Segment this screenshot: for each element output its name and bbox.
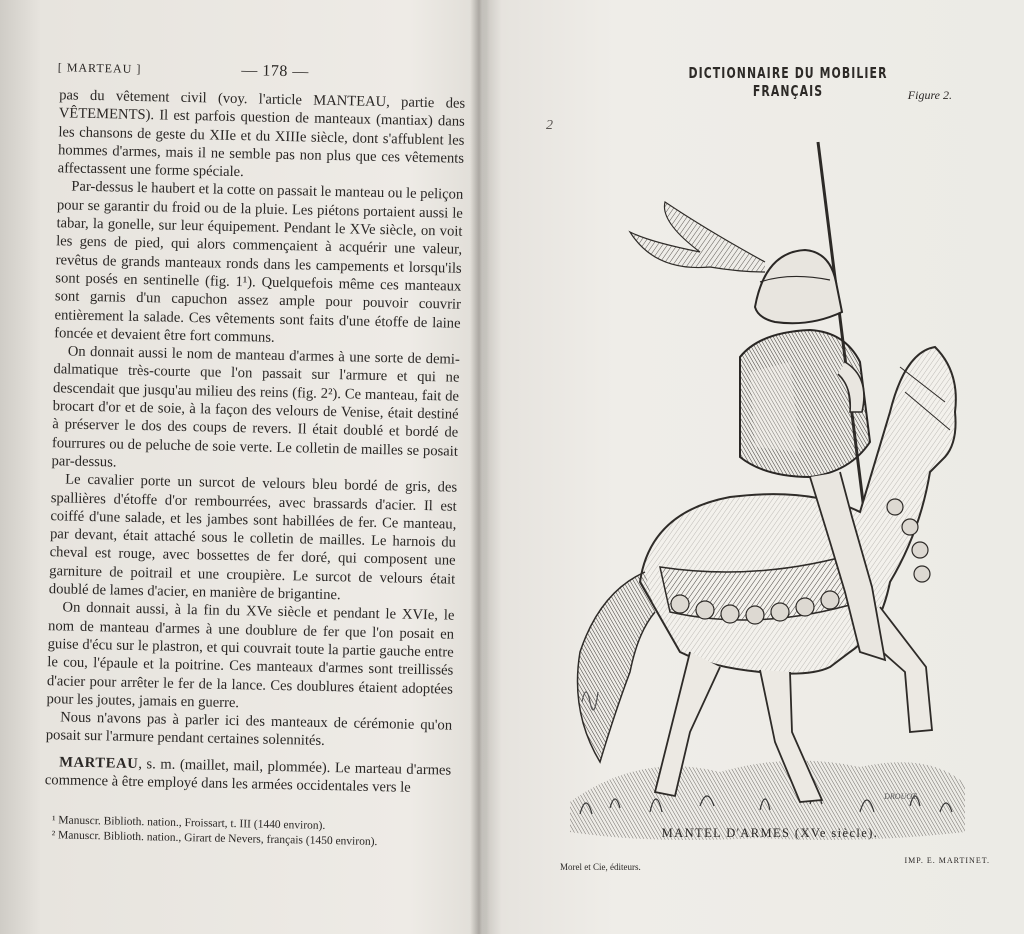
publisher-imprint: Morel et Cie, éditeurs. [560,862,641,872]
book-gutter [470,0,490,934]
running-head [58,58,466,89]
plate-caption: MANTEL D'ARMES (XVe siècle). [661,826,879,840]
paragraph: Nous n'avons pas à parler ici des manteaux de cérémonie qu'on posait sur l'armure pendant certaines solennités. [45,709,453,750]
figure-label: Figure 2. [907,88,952,102]
footnote: ² Manuscr. Biblioth. nation., Girart de Nevers, français (1450 environ). [51,829,378,849]
pencil-number: 2 [546,118,553,133]
paragraph: pas du vêtement civil (voy. l'article MANTEAU, partie des VÊTEMENTS). Il est parfois question de manteaux (mantiax) dans les chansons de geste du XIIe et du XIIIe siècle, dont s'affublent les hommes d'armes, mais il ne semble pas non plus que ces vêtements affectassent une forme spéciale. [57,87,466,181]
engraver-signature: DROUOT. [884,792,918,801]
printer-imprint: IMP. E. MARTINET. [904,856,990,865]
knight-on-horse-engraving [560,112,980,852]
footnote: ¹ Manuscr. Biblioth. nation., Froissart, t. III (1440 environ). [51,814,326,833]
footnotes [44,813,451,851]
right-page [546,56,990,896]
dictionary-entry [45,753,452,798]
entry-text: , s. m. (maillet, mail, plommée). Le marteau d'armes commence à être employé dans les armées occidentales vers le [44,755,452,796]
section-title: [ MARTEAU ] [57,60,142,76]
paragraph: On donnait aussi le nom de manteau d'armes à une sorte de demi-dalmatique très-courte que l'on passait sur l'armure et qui ne descendait que jusqu'au milieu des reins (fig. 2²). Ce manteau, fait de brocart d'or et de soie, à la façon des velours de Venise, était destiné à préserver le dos des coups de revers. Il était doublé et bordé de fourrures ou de peluche de soie verte. Le colletin de mailles se posait par-dessus. [51,343,460,471]
body-text [45,86,466,798]
page-number: — 178 — [241,62,310,81]
paragraph: On donnait aussi, à la fin du XVe siècle et pendant le XVIe, le nom de manteau d'armes à une doublure de fer que l'on posait en guise d'écu sur le plastron, et qui couvrait toute la partie gauche entre le cou, l'épaule et la poitrine. Ces manteaux d'armes sont treillissés d'acier pour arrêter le fer de la lance. Ces doublures étaient adoptées pour les joutes, jamais en guerre. [46,599,455,711]
plate-title: DICTIONNAIRE DU MOBILIER FRANÇAIS [688,64,888,100]
entry-headword: MARTEAU [59,754,139,772]
paragraph: Le cavalier porte un surcot de velours bleu bordé de gris, des spallières d'étoffe d'or rembourrées, avec brassards d'acier. Il est coiffé d'une salade, et les jambes sont habillées de fer. Ce manteau, par devant, était attaché sous le colletin de mailles. Le harnois du cheval est rouge, avec bossettes de fer doré, qui composent une garniture de poitrail et une croupière. Le surcot de velours était doublé de lames d'acier, en manière de brigantine. [48,471,458,604]
left-page [31,58,466,867]
paragraph: Par-dessus le haubert et la cotte on passait le manteau ou le peliçon pour se garantir du froid ou de la pluie. Les piétons portaient aussi le tabar, la gonelle, sur leur équipement. Pendant le XVe siècle, on voit les gens de pied, qui alors commençaient à acquérir une valeur, revêtus de grands manteaux ronds dans les campements et lorsqu'ils sont posés en sentinelle (fig. 1¹). Quelquefois même ces manteaux sont garnis d'un capuchon assez ample pour pouvoir couvrir entièrement la salade. Ces vêtements sont faits d'une étoffe de laine foncée et devaient être fort communs. [54,179,464,346]
